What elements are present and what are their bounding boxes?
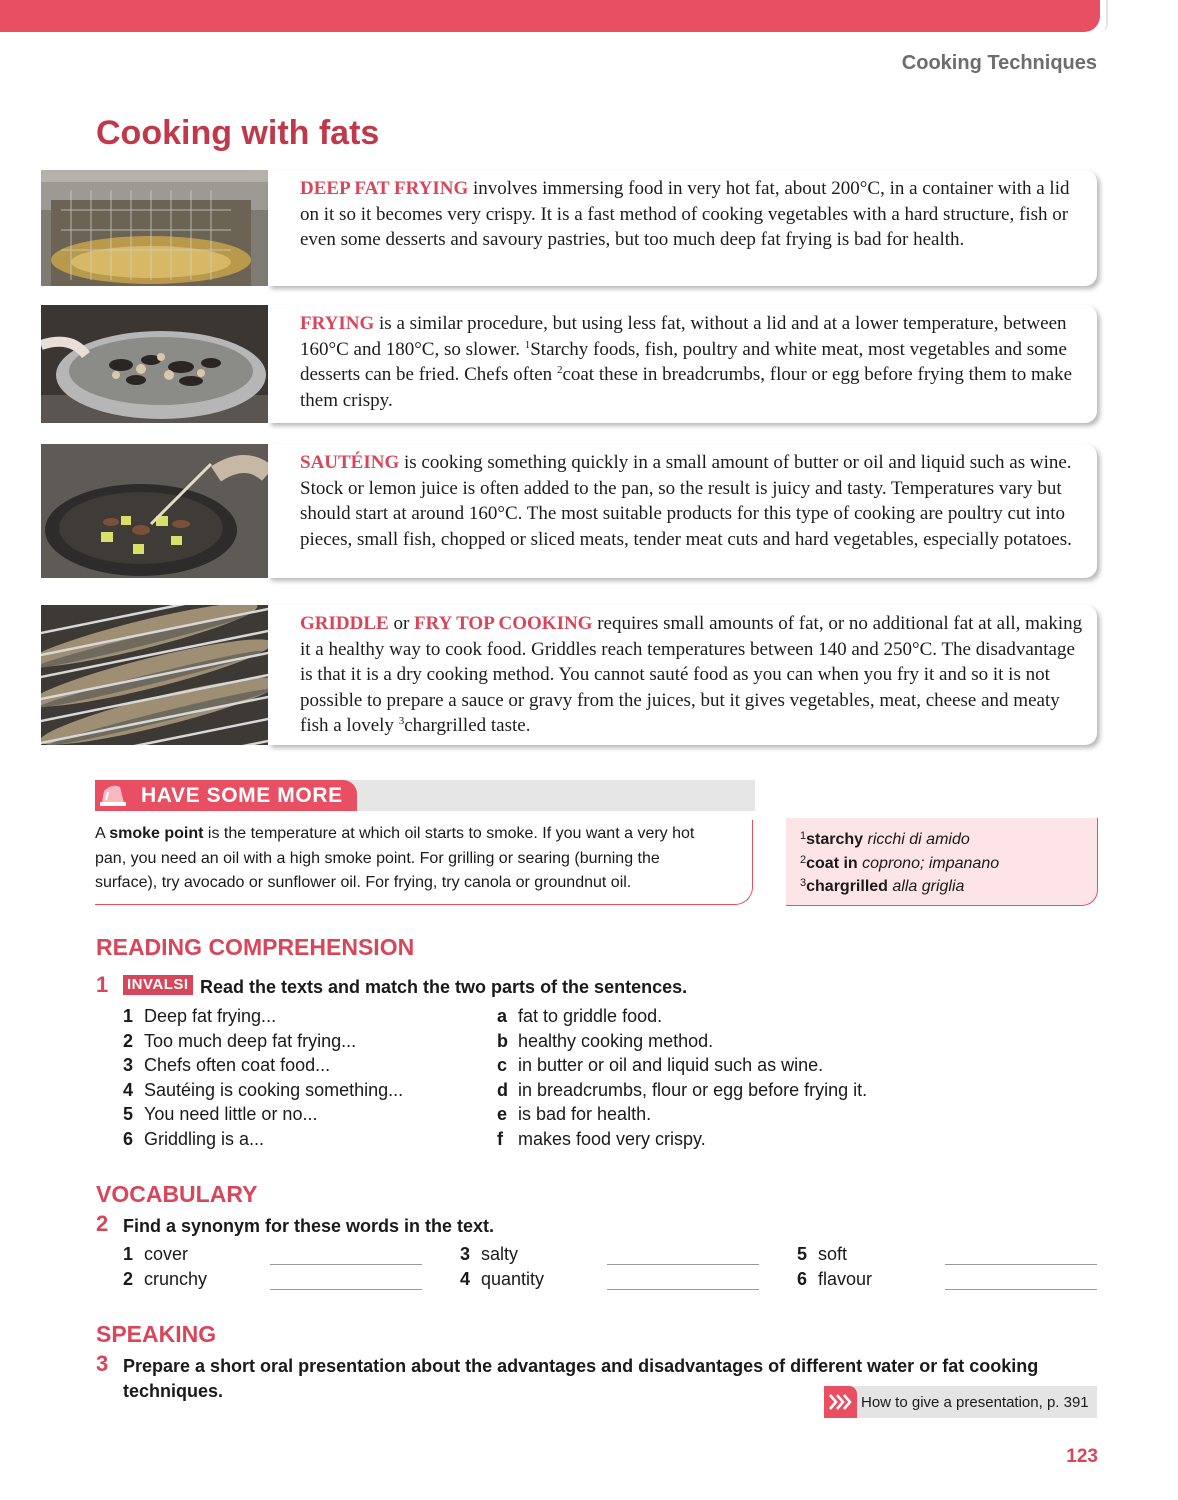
glossary-translation: coprono; impanano [862, 854, 1000, 872]
technique-sauteing [41, 444, 1097, 578]
technique-text: Starchy foods, fish, poultry and white meat, most vegetables and some desserts can be fried. Chefs often [300, 338, 1067, 385]
vocab-word [460, 1269, 544, 1290]
item-number: 4 [123, 1079, 134, 1100]
deep-fryer-photo [41, 170, 268, 286]
exercise-instruction: Read the texts and match the two parts of the sentences. [200, 977, 688, 997]
page-title: Cooking with fats [96, 114, 380, 152]
smoke-point-term: smoke point [109, 825, 204, 842]
answer-blank[interactable] [607, 1264, 759, 1265]
exercise-instruction: Find a synonym for these words in the text. [123, 1216, 495, 1236]
glossary-num: 3 [800, 877, 807, 889]
item-number: 6 [797, 1269, 808, 1289]
glossary-num: 1 [800, 830, 807, 842]
item-text: in breadcrumbs, flour or egg before frying it. [518, 1079, 868, 1100]
item-letter: a [497, 1006, 508, 1026]
exercise-number: 2 [96, 1211, 109, 1236]
exercise-number: 3 [96, 1351, 109, 1376]
item-number: 6 [123, 1128, 134, 1149]
item-number: 4 [460, 1269, 471, 1289]
footnote-3: 3 [398, 715, 405, 727]
item-text: in butter or oil and liquid such as wine. [518, 1055, 824, 1076]
glossary-item [800, 852, 1097, 876]
answer-blank[interactable] [945, 1289, 1097, 1290]
item-text: Deep fat frying... [144, 1006, 277, 1026]
technique-text: is a similar procedure, but using less fat, without a lid and at a lower temperature, between 160°C and 180°C, so slower. [300, 313, 1067, 360]
glossary-translation: ricchi di amido [867, 831, 970, 848]
frying-pan-photo [41, 305, 268, 423]
page-number: 123 [1066, 1446, 1098, 1467]
match-list-left [123, 1004, 403, 1152]
list-item [123, 1053, 403, 1078]
reading-heading: READING COMPREHENSION [96, 934, 415, 960]
hsm-text-pre: A [95, 825, 110, 842]
list-item [497, 1102, 867, 1127]
technique-griddle [41, 605, 1097, 745]
list-item [123, 1078, 403, 1103]
item-text: quantity [481, 1269, 545, 1289]
technique-term: FRYING [300, 313, 375, 334]
item-number: 5 [797, 1244, 808, 1264]
list-item [123, 1004, 403, 1029]
griddle-fish-photo [41, 605, 268, 745]
item-number: 5 [123, 1104, 134, 1125]
top-color-bar [0, 0, 1100, 32]
chef-hat-icon [98, 783, 128, 808]
item-text: is bad for health. [518, 1104, 652, 1125]
technique-text: is cooking something quickly in a small amount of butter or oil and liquid such as wine. Stock or lemon juice is often added to the pan, so the result is juicy and tasty. Temperatures vary but should start at around 160°C. The most suitable products for this type of cooking are poultry cut into pieces, small fish, chopped or sliced meats, tender meat cuts and hard vegetables, especially potatoes. [300, 452, 1072, 550]
smoke-point-text [95, 822, 713, 896]
footnote-1: 1 [524, 338, 531, 351]
hsm-text-post: is the temperature at which oil starts to smoke. If you want a very hot pan, you need an oil with a high smoke point. For grilling or searing (burning the surface), try avocado or sunflower oil. For frying, try canola or groundnut oil. [95, 825, 695, 891]
glossary-num: 2 [800, 853, 807, 866]
invalsi-badge: INVALSI [123, 975, 193, 995]
technique-text: or [388, 613, 415, 634]
have-some-more-label: HAVE SOME MORE [141, 784, 343, 807]
technique-card [268, 305, 1097, 423]
answer-blank[interactable] [945, 1264, 1097, 1265]
technique-term: GRIDDLE [300, 613, 389, 634]
technique-text: chargrilled taste. [404, 715, 531, 736]
item-text: crunchy [144, 1269, 208, 1289]
technique-term: SAUTÉING [300, 452, 400, 473]
list-item [123, 1127, 403, 1152]
vocab-word [797, 1244, 847, 1265]
list-item [123, 1102, 403, 1127]
item-letter: c [497, 1055, 508, 1076]
item-text: fat to griddle food. [518, 1006, 663, 1026]
list-item [497, 1053, 867, 1078]
item-text: You need little or no... [144, 1104, 318, 1125]
match-list-right [497, 1004, 867, 1152]
answer-blank[interactable] [607, 1289, 759, 1290]
glossary-item [800, 875, 1097, 899]
item-number: 1 [123, 1006, 134, 1026]
technique-text: involves immersing food in very hot fat, about 200°C, in a container with a lid on it so it becomes very crispy. It is a fast method of cooking vegetables with a hard structure, fish or even some desserts and savoury pastries, but too much deep fat frying is bad for health. [300, 178, 1070, 250]
technique-card [268, 170, 1097, 286]
footnote-2: 2 [556, 364, 563, 376]
list-item [497, 1004, 867, 1029]
item-letter: e [497, 1104, 508, 1125]
list-item [497, 1029, 867, 1054]
vocab-word [123, 1269, 207, 1290]
item-text: salty [481, 1244, 519, 1264]
speaking-heading: SPEAKING [96, 1321, 217, 1347]
exercise-number: 1 [96, 972, 109, 997]
item-text: soft [818, 1244, 848, 1264]
glossary-term: starchy [806, 831, 864, 848]
item-text: healthy cooking method. [518, 1030, 714, 1051]
item-text: cover [144, 1244, 189, 1264]
answer-blank[interactable] [270, 1289, 422, 1290]
glossary-term: coat in [806, 854, 858, 872]
vocab-word [797, 1269, 872, 1290]
technique-term: DEEP FAT FRYING [300, 178, 469, 199]
saute-pan-photo [41, 444, 268, 578]
hsm-border-corner [722, 874, 753, 905]
technique-term-2: FRY TOP COOKING [414, 613, 593, 634]
item-number: 2 [123, 1030, 134, 1051]
glossary-item [800, 828, 1097, 852]
list-item [497, 1078, 867, 1103]
item-text: flavour [818, 1269, 873, 1289]
technique-card [268, 605, 1097, 745]
technique-text: requires small amounts of fat, or no additional fat at all, making it a healthy way to cook food. Griddles reach temperatures between 140 and 250°C. The disadvantage is that it is a dry cooking method. You cannot sauté food as you can when you fry it and so it is not possible to prepare a sauce or gravy from the juices, but it gives vegetables, meat, cheese and meaty fish a lovely [300, 613, 1083, 736]
item-number: 3 [460, 1244, 471, 1264]
technique-text: coat these in breadcrumbs, flour or egg before frying them to make them crispy. [300, 364, 1073, 411]
list-item [123, 1029, 403, 1054]
hsm-border-bottom [95, 904, 737, 905]
technique-card [268, 444, 1097, 578]
vocabulary-heading: VOCABULARY [96, 1181, 258, 1207]
item-text: Sautéing is cooking something... [144, 1079, 404, 1100]
item-number: 3 [123, 1055, 134, 1076]
presentation-reference[interactable] [824, 1386, 1097, 1418]
have-some-more-tab [95, 780, 357, 811]
vocab-word [460, 1244, 518, 1265]
reference-text: How to give a presentation, p. 391 [861, 1394, 1089, 1411]
list-item [497, 1127, 867, 1152]
item-text: Griddling is a... [144, 1128, 265, 1149]
item-letter: f [497, 1128, 503, 1149]
have-some-more-bar [95, 780, 755, 811]
item-text: Too much deep fat frying... [144, 1030, 357, 1051]
technique-frying [41, 305, 1097, 423]
glossary-translation: alla griglia [892, 878, 965, 895]
section-title: Cooking Techniques [901, 52, 1097, 74]
top-bar-edge [1100, 0, 1108, 32]
item-text: Chefs often coat food... [144, 1055, 331, 1076]
answer-blank[interactable] [270, 1264, 422, 1265]
item-text: makes food very crispy. [518, 1128, 706, 1149]
glossary-term: chargrilled [806, 878, 888, 895]
chevrons-right-icon [824, 1386, 857, 1418]
glossary-box [786, 818, 1098, 906]
item-letter: d [497, 1079, 508, 1100]
technique-deep-fat-frying [41, 170, 1097, 286]
item-number: 1 [123, 1244, 134, 1264]
item-letter: b [497, 1030, 508, 1051]
item-number: 2 [123, 1269, 134, 1289]
exercise-instruction: Prepare a short oral presentation about the advantages and disadvantages of different water or fat cooking techniques. [123, 1356, 1039, 1401]
vocab-word [123, 1244, 188, 1265]
